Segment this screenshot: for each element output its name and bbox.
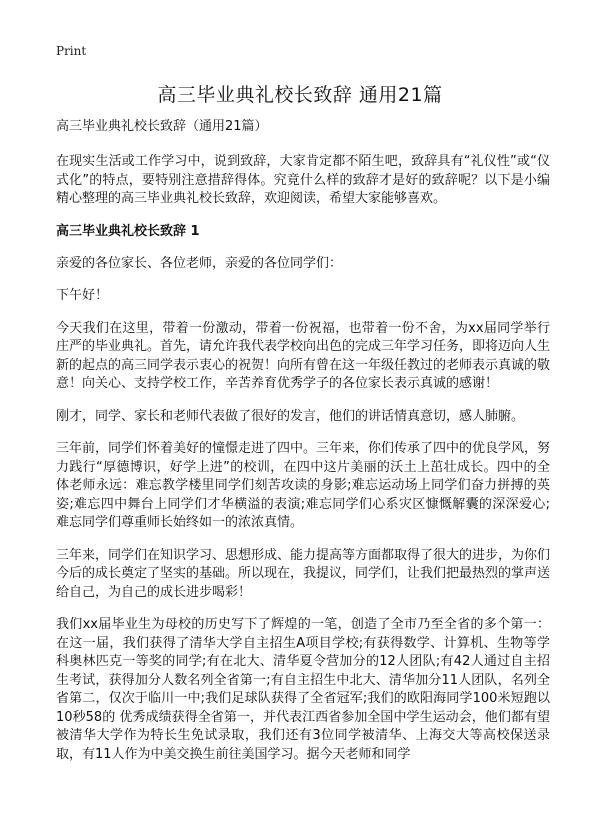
body-paragraph: 今天我们在这里，带着一份激动，带着一份祝福，也带着一份不舍，为xx届同学举行庄严的毕业典礼。首先，请允许我代表学校向出色的完成三年学习任务，即将迈向人生新的起点的高三同学表示衷心的祝贺！向所有曾在这一年级任教过的老师表示真诚的敬意！向关心、支持学校工作，辛苦养育优秀学子的各位家长表示真诚的感谢！ [56, 320, 551, 391]
body-paragraph: 三年来，同学们在知识学习、思想形成、能力提高等方面都取得了很大的进步，为你们今后的成长奠定了坚实的基础。所以现在，我提议，同学们，让我们把最热烈的掌声送给自己，为自己的成长进步喝彩！ [56, 547, 551, 600]
greeting-paragraph: 下午好！ [56, 288, 109, 303]
body-paragraph: 刚才，同学、家长和老师代表做了很好的发言，他们的讲话情真意切，感人肺腑。 [56, 408, 525, 424]
print-link[interactable]: Print [56, 44, 87, 58]
intro-paragraph: 在现实生活或工作学习中，说到致辞，大家肯定都不陌生吧，致辞具有“礼仪性”或“仪式化”的特点，要特别注意措辞得体。究竟什么样的致辞才是好的致辞呢？以下是小编精心整理的高三毕业典礼校长致辞，欢迎阅读，希望大家能够喜欢。 [56, 154, 550, 206]
document-body [56, 118, 550, 778]
salutation-paragraph: 亲爱的各位家长、各位老师，亲爱的各位同学们： [56, 255, 343, 271]
document-subtitle: 高三毕业典礼校长致辞（通用21篇） [56, 119, 268, 134]
body-paragraph: 我们xx届毕业生为母校的历史写下了辉煌的一笔，创造了全市乃至全省的多个第一：在这一届，我们获得了清华大学自主招生A项目学校;有获得数学、计算机、生物等学科奥林匹克一等奖的同学;有在北大、清华夏令营加分的12人团队;有42人通过自主招生考试，获得加分人数名列全省第一;有自主招生中北大、清华加分11人团队，名列全省第二，仅次于临川一中;我们足球队获得了全省冠军;我们的欧阳海同学100米短跑以10秒58的 优秀成绩获得全省第一，并代表江西省参加全国中学生运动会，他们都有望被清华大学作为特长生免试录取，我们还有3位同学被清华、上海交大等高校保送录取，有11人作为中美交换生前往美国学习。据今天老师和同学 [56, 617, 550, 762]
section-heading: 高三毕业典礼校长致辞 1 [56, 223, 200, 239]
body-paragraph: 三年前，同学们怀着美好的憧憬走进了四中。三年来，你们传承了四中的优良学风，努力践行“厚德博识，好学上进”的校训，在四中这片美丽的沃土上茁壮成长。四中的全体老师永远：难忘教学楼里同学们刻苦攻读的身影;难忘运动场上同学们奋力拼搏的英姿;难忘四中舞台上同学们才华横溢的表演;难忘同学们心系灾区慷慨解囊的深深爱心;难忘同学们尊重师长始终如一的浓浓真情。 [56, 441, 551, 530]
page-title: 高三毕业典礼校长致辞 通用21篇 [157, 84, 443, 106]
